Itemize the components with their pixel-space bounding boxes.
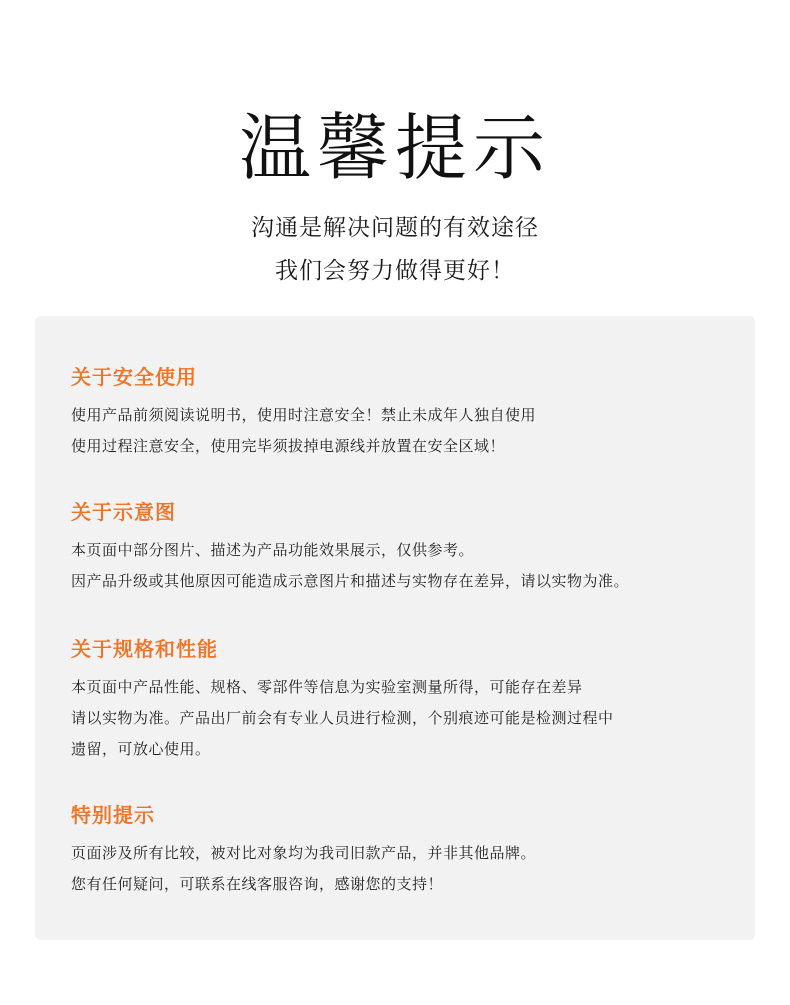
section-text-line: 本页面中部分图片、描述为产品功能效果展示，仅供参考。 bbox=[71, 541, 475, 559]
section-text-line: 您有任何疑问，可联系在线客服咨询，感谢您的支持！ bbox=[71, 875, 444, 893]
section-heading: 关于示意图 bbox=[71, 500, 176, 524]
section-illustrations bbox=[71, 499, 731, 597]
section-heading: 关于安全使用 bbox=[71, 365, 197, 389]
subtitle-line-1: 沟通是解决问题的有效途径 bbox=[251, 215, 539, 241]
section-special-notice bbox=[71, 802, 731, 900]
section-text-line: 本页面中产品性能、规格、零部件等信息为实验室测量所得，可能存在差异 bbox=[71, 678, 583, 696]
section-text-line: 遗留，可放心使用。 bbox=[71, 740, 211, 758]
section-heading: 关于规格和性能 bbox=[71, 637, 218, 661]
section-text-line: 页面涉及所有比较，被对比对象均为我司旧款产品，并非其他品牌。 bbox=[71, 844, 537, 862]
section-text-line: 因产品升级或其他原因可能造成示意图片和描述与实物存在差异，请以实物为准。 bbox=[71, 572, 630, 590]
section-text-line: 请以实物为准。产品出厂前会有专业人员进行检测，个别痕迹可能是检测过程中 bbox=[71, 709, 614, 727]
section-heading: 特别提示 bbox=[71, 803, 155, 827]
section-text-line: 使用过程注意安全，使用完毕须拔掉电源线并放置在安全区域！ bbox=[71, 437, 506, 455]
subtitle-line-2: 我们会努力做得更好！ bbox=[275, 258, 515, 284]
section-safe-use bbox=[71, 364, 731, 462]
section-specs-performance bbox=[71, 636, 731, 765]
page-title: 温馨提示 bbox=[238, 106, 551, 190]
section-text-line: 使用产品前须阅读说明书，使用时注意安全！禁止未成年人独自使用 bbox=[71, 406, 537, 424]
notice-card bbox=[35, 316, 755, 940]
